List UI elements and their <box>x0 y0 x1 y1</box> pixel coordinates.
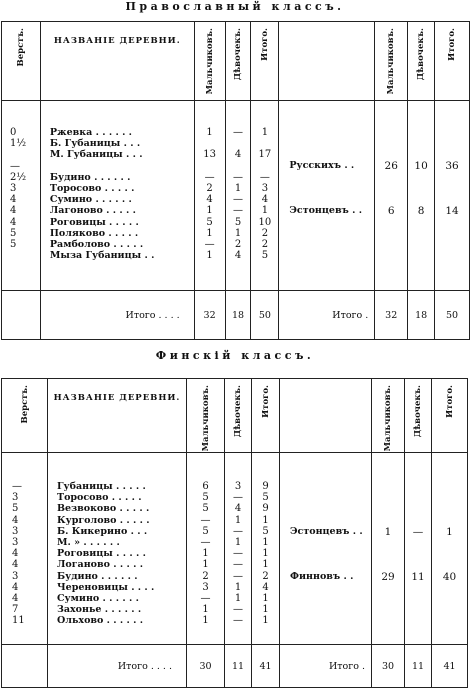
village-name: Везвоково . . . . . <box>57 503 150 515</box>
header-group-blank <box>280 379 372 453</box>
row-total: 1 <box>262 592 269 604</box>
header-boys-2: Мальчиковъ. <box>372 379 405 453</box>
row-verst: 3 <box>12 570 19 582</box>
row-boys: — <box>204 171 215 183</box>
village-name: Захонье . . . . . . <box>57 604 142 616</box>
row-verst: 2½ <box>10 171 27 183</box>
row-total: 2 <box>261 238 269 250</box>
row-girls: 4 <box>234 149 242 161</box>
group-label: Финновъ . . <box>290 571 354 582</box>
village-name: М. » . . . . . . <box>57 536 120 548</box>
row-boys: 5 <box>202 525 209 537</box>
group-boys-column <box>372 453 405 645</box>
row-boys: — <box>200 592 211 604</box>
village-name: Череновицы . . . . <box>57 581 155 593</box>
village-name: Будино . . . . . . <box>57 570 138 582</box>
group-boys: 29 <box>381 571 395 583</box>
totals-label: Итого . . . . <box>40 291 194 340</box>
village-name: Роговицы . . . . . <box>57 548 146 560</box>
row-total: 2 <box>262 570 269 582</box>
row-verst: 3 <box>10 182 17 194</box>
village-name: Торосово . . . . . <box>57 492 142 504</box>
totals-boys: 30 <box>187 645 225 688</box>
row-verst: 4 <box>10 205 17 217</box>
group-boys-column <box>375 101 408 291</box>
row-boys: 5 <box>202 503 209 515</box>
row-total: 4 <box>262 581 269 593</box>
row-verst: 1½ <box>10 138 27 150</box>
village-name: Б. Кикерино . . . <box>57 525 148 537</box>
row-total: 1 <box>262 559 269 571</box>
village-name: Губаницы . . . . . <box>57 481 146 492</box>
row-girls: — <box>233 205 243 217</box>
row-boys: — <box>200 514 211 526</box>
row-verst: 4 <box>12 514 19 526</box>
header-girls: Дѣвочекъ. <box>225 379 252 453</box>
row-girls: — <box>233 492 243 504</box>
row-verst: — <box>12 481 22 492</box>
row-total: 1 <box>261 127 269 138</box>
row-verst: 4 <box>12 581 19 593</box>
row-total: 1 <box>262 514 269 526</box>
row-boys: 1 <box>206 205 213 217</box>
totals-row <box>2 645 468 688</box>
group-total-column <box>435 101 470 291</box>
row-girls: 2 <box>234 238 242 250</box>
row-boys: — <box>200 536 211 548</box>
row-boys: 1 <box>202 615 209 627</box>
row-total: 5 <box>261 250 269 262</box>
village-name: Логаново . . . . . <box>57 559 144 571</box>
header-total: Итого. <box>252 379 280 453</box>
row-girls: — <box>233 171 243 183</box>
village-name: Ржевка . . . . . . <box>49 127 132 138</box>
village-name-column <box>48 453 187 645</box>
row-boys: 1 <box>202 548 209 560</box>
row-girls: 1 <box>234 227 242 239</box>
row-total: 5 <box>262 492 269 504</box>
village-name: Сумино . . . . . . <box>49 194 132 206</box>
row-verst: 4 <box>12 548 19 560</box>
group-boys: 6 <box>387 205 395 217</box>
row-verst: 5 <box>10 238 17 250</box>
row-verst: 3 <box>12 525 19 537</box>
girls-column <box>225 453 252 645</box>
row-girls: 1 <box>234 514 242 526</box>
row-verst: 5 <box>12 503 19 515</box>
row-boys: 3 <box>202 581 209 593</box>
group-girls: 10 <box>414 160 428 172</box>
row-girls: 4 <box>234 503 242 515</box>
row-boys: 1 <box>206 250 213 262</box>
header-girls: Дѣвочекъ. <box>225 22 251 101</box>
totals-boys: 32 <box>194 291 225 340</box>
group-label: Русскихъ . . <box>289 160 355 171</box>
row-girls: 1 <box>234 581 242 593</box>
totals-total-2: 50 <box>435 291 470 340</box>
row-girls: 5 <box>234 216 242 228</box>
row-total: 9 <box>262 503 269 515</box>
totals-total-2: 41 <box>432 645 468 688</box>
row-girls: — <box>233 525 243 537</box>
row-verst: 0 <box>10 127 17 138</box>
village-name: Рамболово . . . . . <box>49 238 144 250</box>
body-row <box>2 101 470 291</box>
row-total: — <box>259 171 270 183</box>
village-name: Торосово . . . . . <box>49 182 135 194</box>
register-table-finnish <box>1 378 468 688</box>
row-boys <box>195 161 225 172</box>
header-girls-2: Дѣвочекъ. <box>408 22 435 101</box>
village-name <box>41 161 194 172</box>
boys-column <box>194 101 225 291</box>
header-boys: Мальчиковъ. <box>194 22 225 101</box>
totals-girls: 18 <box>225 291 251 340</box>
row-girls: — <box>233 570 243 582</box>
row-total: 2 <box>261 227 269 239</box>
section2-title: Финскій классъ. <box>155 349 315 362</box>
group-total: 36 <box>445 160 459 172</box>
total-column <box>251 101 279 291</box>
village-name-column <box>40 101 194 291</box>
total-column <box>252 453 280 645</box>
totals-boys-2: 32 <box>375 291 408 340</box>
row-verst: 4 <box>10 194 17 206</box>
verst-column <box>2 453 48 645</box>
row-boys: 2 <box>202 570 209 582</box>
header-verst: Верстъ. <box>2 379 48 453</box>
totals-label: Итого . . . . <box>48 645 187 688</box>
totals-boys-2: 30 <box>372 645 405 688</box>
row-total: 10 <box>258 216 272 228</box>
row-boys: 1 <box>202 559 209 571</box>
village-name: Б. Губаницы . . . <box>49 138 141 150</box>
totals-girls: 11 <box>225 645 252 688</box>
group-total: 1 <box>446 526 453 538</box>
row-total: 17 <box>258 149 272 161</box>
row-verst: 7 <box>12 604 19 616</box>
row-total: 3 <box>261 182 269 194</box>
header-village-name: НАЗВАНІЕ ДЕРЕВНИ. <box>40 22 194 101</box>
header-row <box>2 22 470 101</box>
row-girls: — <box>233 559 243 571</box>
row-girls <box>226 161 251 172</box>
row-verst: 3 <box>12 536 19 548</box>
village-name: Лагоново . . . . . <box>49 205 136 217</box>
row-total: 1 <box>262 548 269 560</box>
girls-column <box>225 101 251 291</box>
village-name: Поляково . . . . . <box>49 227 139 239</box>
row-boys <box>195 138 225 149</box>
header-total-2: Итого. <box>432 379 468 453</box>
header-boys-2: Мальчиковъ. <box>375 22 408 101</box>
body-row <box>2 453 468 645</box>
verst-column <box>2 101 41 291</box>
row-boys: 5 <box>202 492 209 504</box>
header-total: Итого. <box>251 22 279 101</box>
row-total: 1 <box>262 604 269 616</box>
row-boys: 4 <box>206 194 213 206</box>
row-total: 1 <box>262 536 269 548</box>
row-boys: 1 <box>206 127 213 138</box>
row-verst: 11 <box>12 615 25 627</box>
row-verst: 3 <box>12 492 19 504</box>
group-girls-column <box>405 453 432 645</box>
row-girls: 1 <box>234 182 242 194</box>
row-total: 4 <box>261 194 269 206</box>
village-name: Курголово . . . . . <box>57 514 150 526</box>
row-verst: — <box>10 160 20 172</box>
row-girls: 3 <box>234 481 242 492</box>
village-name: Ольхово . . . . . . <box>57 615 144 627</box>
row-boys: 2 <box>206 182 213 194</box>
group-total-column <box>432 453 468 645</box>
row-total: 5 <box>262 525 269 537</box>
row-boys: 1 <box>206 227 213 239</box>
row-girls: 1 <box>234 592 242 604</box>
row-verst <box>10 250 40 261</box>
group-label: Эстонцевъ . . <box>290 526 363 537</box>
row-total: 9 <box>262 481 269 492</box>
row-total <box>251 161 278 172</box>
totals-verst-blank <box>2 291 41 340</box>
group-girls: — <box>412 526 424 538</box>
header-boys: Мальчиковъ. <box>187 379 225 453</box>
row-girls: — <box>233 548 243 560</box>
row-total <box>251 138 278 149</box>
header-group-blank <box>279 22 375 101</box>
group-boys: 1 <box>384 526 392 538</box>
header-verst: Верстъ. <box>2 22 41 101</box>
group-total: 14 <box>445 205 459 217</box>
totals-total: 50 <box>251 291 279 340</box>
village-name: Сумино . . . . . . <box>57 592 139 604</box>
row-total: 1 <box>261 205 269 217</box>
totals-girls-2: 18 <box>408 291 435 340</box>
section1-title: Православный классъ. <box>125 0 345 13</box>
group-girls: 8 <box>417 205 425 217</box>
group-boys: 26 <box>384 160 398 172</box>
group-girls-column <box>408 101 435 291</box>
village-name: Роговицы . . . . . <box>49 216 139 228</box>
row-verst: 4 <box>12 592 19 604</box>
row-boys: 1 <box>202 604 209 616</box>
row-girls <box>226 138 251 149</box>
header-girls-2: Дѣвочекъ. <box>405 379 432 453</box>
totals-verst-blank <box>2 645 48 688</box>
row-boys: 5 <box>206 216 213 228</box>
boys-column <box>187 453 225 645</box>
village-name: М. Губаницы . . . <box>49 149 143 161</box>
totals-label-2: Итого . <box>279 291 375 340</box>
group-total: 40 <box>442 571 457 583</box>
row-girls: 1 <box>234 536 242 548</box>
row-total: 1 <box>262 615 269 627</box>
row-boys: 13 <box>203 149 216 161</box>
village-name: Мыза Губаницы . . <box>49 250 155 262</box>
row-girls: — <box>233 127 243 138</box>
totals-total: 41 <box>252 645 280 688</box>
row-girls: — <box>233 615 243 627</box>
header-row <box>2 379 468 453</box>
register-table-orthodox <box>1 21 470 340</box>
group-girls: 11 <box>411 571 425 583</box>
totals-row <box>2 291 470 340</box>
group-label: Эстонцевъ . . <box>289 205 363 216</box>
header-total-2: Итого. <box>435 22 470 101</box>
row-girls: 4 <box>234 250 242 262</box>
row-verst <box>10 149 40 160</box>
village-name: Будино . . . . . . <box>49 171 131 183</box>
row-verst: 4 <box>10 216 17 228</box>
header-village-name: НАЗВАНІЕ ДЕРЕВНИ. <box>48 379 187 453</box>
row-boys: — <box>204 238 215 250</box>
totals-label-2: Итого . <box>280 645 372 688</box>
row-verst: 5 <box>10 227 17 239</box>
group-label-column <box>280 453 372 645</box>
row-boys: 6 <box>202 481 209 492</box>
totals-girls-2: 11 <box>405 645 432 688</box>
row-verst: 4 <box>12 559 19 571</box>
row-girls: — <box>233 194 243 206</box>
group-label-column <box>279 101 375 291</box>
row-girls: — <box>233 604 243 616</box>
